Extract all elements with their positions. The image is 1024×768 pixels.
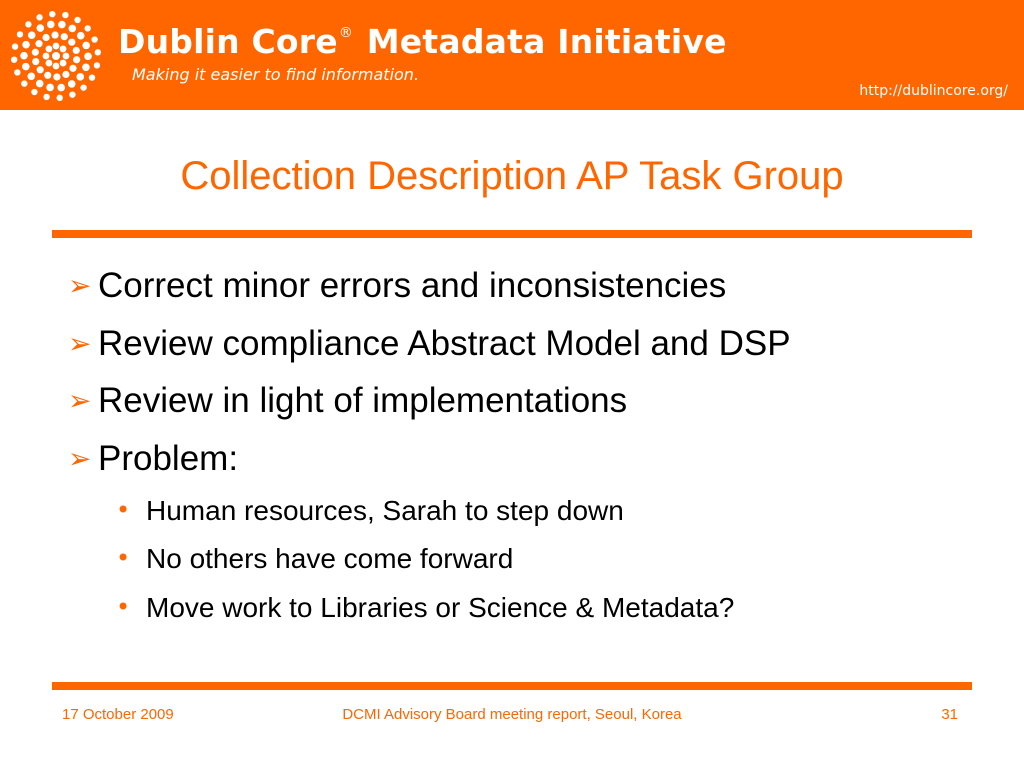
- footer-divider: [52, 682, 972, 690]
- sunburst-dot: [25, 21, 31, 27]
- dot-bullet-icon: •: [116, 544, 131, 572]
- sunburst-dot: [28, 31, 36, 39]
- sunburst-dot: [52, 52, 60, 60]
- footer-title: DCMI Advisory Board meeting report, Seoul, Korea: [342, 706, 682, 723]
- sunburst-dot: [73, 56, 80, 63]
- sunburst-dot: [73, 47, 80, 54]
- sub-bullet-item: [116, 541, 513, 576]
- sunburst-dot: [57, 84, 65, 92]
- sub-bullet-text: No others have come forward: [146, 543, 514, 574]
- sub-bullet-item: [116, 590, 734, 625]
- sunburst-dot: [22, 41, 30, 49]
- dot-bullet-icon: •: [116, 593, 131, 621]
- sunburst-dot: [42, 34, 49, 41]
- sunburst-dot: [32, 58, 39, 65]
- sunburst-dot: [84, 53, 92, 61]
- sunburst-dot: [69, 25, 77, 33]
- sunburst-dot: [53, 43, 60, 50]
- sunburst-dot: [77, 32, 85, 40]
- sunburst-dot: [11, 57, 17, 63]
- sunburst-dot: [69, 65, 76, 72]
- sunburst-dot: [35, 40, 42, 47]
- sunburst-dot: [12, 43, 18, 49]
- bullet-item: [68, 265, 726, 307]
- title-divider: [52, 230, 972, 238]
- sunburst-dot: [22, 63, 30, 71]
- sunburst-dot: [46, 60, 53, 67]
- sunburst-dot: [37, 66, 44, 73]
- bullet-text: Review compliance Abstract Model and DSP: [98, 324, 791, 363]
- sunburst-dot: [68, 39, 75, 46]
- sunburst-dot: [17, 31, 23, 37]
- sunburst-dot: [36, 14, 42, 20]
- arrow-bullet-icon: ➢: [68, 384, 92, 417]
- sunburst-dot: [62, 71, 69, 78]
- bullet-text: Review in light of implementations: [98, 381, 628, 420]
- sunburst-dot: [43, 94, 49, 100]
- bullet-item: [68, 323, 791, 365]
- sunburst-dot: [47, 21, 55, 29]
- brand-name: Dublin Core® Metadata Initiative: [118, 22, 727, 61]
- sunburst-dot: [62, 12, 68, 18]
- sunburst-dot: [60, 46, 67, 53]
- sub-bullet-text: Human resources, Sarah to step down: [146, 495, 624, 526]
- sunburst-dot: [14, 69, 20, 75]
- registered-mark: ®: [338, 25, 354, 41]
- brand-tagline: Making it easier to find information.: [132, 65, 420, 84]
- sunburst-dot: [61, 33, 68, 40]
- sunburst-dot: [95, 49, 101, 55]
- sunburst-dot: [76, 73, 84, 81]
- sunburst-dot: [37, 24, 45, 32]
- sunburst-dot: [74, 17, 80, 23]
- sunburst-dot: [31, 89, 37, 95]
- sunburst-dot: [53, 63, 60, 70]
- sunburst-dot: [82, 42, 90, 50]
- bullet-item: [68, 380, 627, 422]
- sunburst-dot: [80, 84, 86, 90]
- sub-bullet-text: Move work to Libraries or Science & Metadata?: [146, 592, 735, 623]
- sunburst-dot: [69, 91, 75, 97]
- sunburst-dot: [58, 21, 66, 29]
- sub-bullet-item: [116, 493, 624, 528]
- dot-bullet-icon: •: [116, 496, 131, 524]
- sunburst-dot: [53, 73, 60, 80]
- sunburst-dot: [82, 63, 90, 71]
- sunburst-dot: [43, 53, 50, 60]
- arrow-bullet-icon: ➢: [68, 269, 92, 302]
- sunburst-dot: [32, 49, 39, 56]
- sunburst-dot: [94, 62, 100, 68]
- sunburst-dot: [57, 95, 63, 101]
- sunburst-dot: [68, 80, 76, 88]
- sunburst-dot: [60, 60, 67, 67]
- arrow-bullet-icon: ➢: [68, 327, 92, 360]
- sunburst-dot: [21, 80, 27, 86]
- page-number: 31: [941, 706, 958, 723]
- sunburst-dot: [36, 80, 44, 88]
- header-banner: [0, 0, 1024, 110]
- sunburst-dot: [49, 11, 55, 17]
- sunburst-dot: [44, 72, 51, 79]
- bullet-item: [68, 438, 238, 480]
- sunburst-dot: [46, 84, 54, 92]
- bullet-text: Correct minor errors and inconsistencies: [98, 266, 727, 305]
- site-url[interactable]: http://dublincore.org/: [859, 83, 1008, 99]
- bullet-text: Problem:: [98, 439, 239, 478]
- sunburst-dot: [20, 52, 28, 60]
- sunburst-dot: [63, 53, 70, 60]
- slide-title: Collection Description AP Task Group: [180, 154, 844, 198]
- arrow-bullet-icon: ➢: [68, 442, 92, 475]
- sunburst-dot: [91, 36, 97, 42]
- sunburst-dot: [51, 31, 58, 38]
- sunburst-icon: [8, 8, 104, 104]
- sunburst-dot: [84, 25, 90, 31]
- sunburst-dot: [46, 46, 53, 53]
- sunburst-dot: [27, 73, 35, 81]
- sunburst-dot: [89, 74, 95, 80]
- footer-date: 17 October 2009: [62, 706, 174, 723]
